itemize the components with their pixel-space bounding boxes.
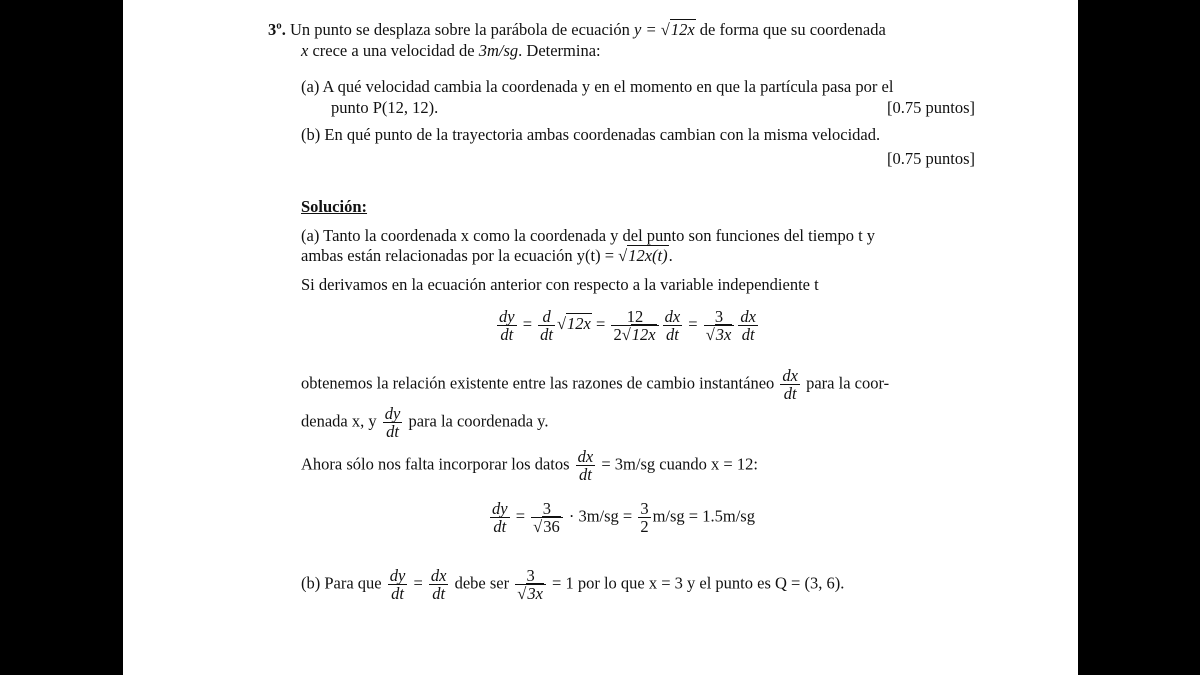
right-letterbox (1078, 0, 1200, 675)
solution-part-b: (b) Para que $\frac{dy}{dt}$ = $\frac{dx}{dt}$ debe ser $\frac{3}{√3x}$ = 1 por lo que x = 3 y el punto es Q = (3, 6). (301, 566, 845, 603)
solution-para-5: Ahora sólo nos falta incorporar los datos $\frac{dx}{dt}$ = 3m/sg cuando x = 12: (301, 447, 758, 484)
solution-para-4: denada x, y $\frac{dy}{dt}$ para la coordenada y. (301, 404, 549, 441)
solution-para-3: obtenemos la relación existente entre las razones de cambio instantáneo $\frac{dx}{dt}$ para la coor- (301, 366, 890, 403)
part-b-points: [0.75 puntos] (887, 149, 975, 168)
problem-line-1: 3º. Un punto se desplaza sobre la parábola de ecuación y = √12x de forma que su coordenada (268, 20, 886, 39)
part-a-points: [0.75 puntos] (887, 98, 975, 117)
solution-para-1: (a) Tanto la coordenada x como la coordenada y del punto son funciones del tiempo t y (301, 226, 876, 245)
document-page (123, 0, 1078, 675)
solution-para-1b: ambas están relacionadas por la ecuación y(t) = √12x(t). (301, 246, 673, 265)
solution-para-2: Si derivamos en la ecuación anterior con respecto a la variable independiente t (301, 275, 819, 294)
problem-line-2: x crece a una velocidad de 3m/sg. Determina: (301, 41, 601, 60)
velocity-equation: $\frac{dy}{dt}$ = $\frac{3}{√36}$ · 3m/sg = $\frac{3}{2}$ m/sg = 1.5m/sg (492, 499, 755, 536)
part-a-line-2: punto P(12, 12). (331, 98, 439, 117)
derivative-equation: $\frac{dy}{dt}$ = $\frac{d}{dt}$ √12x = $\frac{12}{2√12x}$ $\frac{dx}{dt}$ = $\frac{3}{√3x}$ $\frac{dx}{dt}$ (499, 307, 756, 344)
sqrt-expression: √12x (660, 20, 695, 39)
left-letterbox (0, 0, 123, 675)
solution-heading: Solución: (301, 197, 368, 216)
problem-number: 3º. (268, 20, 286, 39)
part-b: (b) En qué punto de la trayectoria ambas coordenadas cambian con la misma velocidad. (301, 125, 881, 144)
part-a: (a) A qué velocidad cambia la coordenada y en el momento en que la partícula pasa por el (301, 77, 894, 96)
